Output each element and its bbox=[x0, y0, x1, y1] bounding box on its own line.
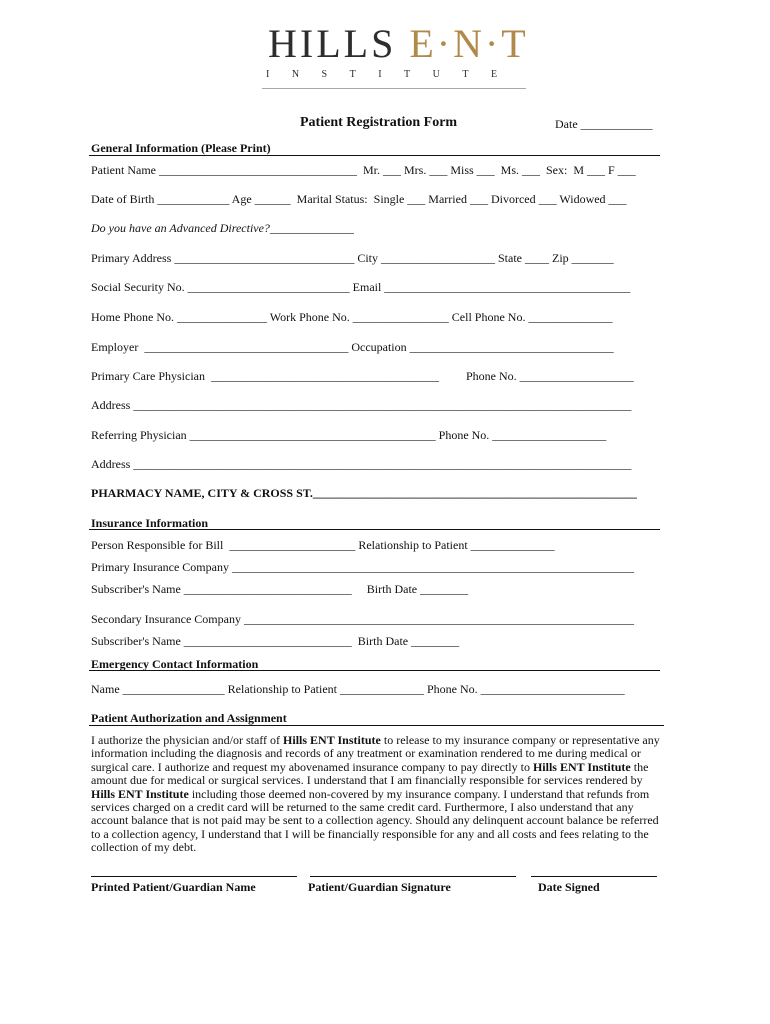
secondary-subscriber-line[interactable]: Subscriber's Name ____________________________ Birth Date ________ bbox=[91, 634, 460, 648]
date-signed-label: Date Signed bbox=[538, 880, 600, 894]
logo-word-ent: E·N·T bbox=[409, 21, 529, 66]
auth-text: the amount due for medical or surgical services. I understand that I am financially responsible for services rendered by bbox=[91, 759, 649, 788]
section-divider bbox=[89, 155, 660, 156]
primary-insurance-line[interactable]: Primary Insurance Company ___________________________________________________________________ bbox=[91, 560, 634, 574]
person-responsible-line[interactable]: Person Responsible for Bill _____________________ Relationship to Patient ______________ bbox=[91, 538, 555, 552]
section-heading-general: General Information (Please Print) bbox=[91, 141, 271, 155]
signature-label: Patient/Guardian Signature bbox=[308, 880, 451, 894]
section-heading-emergency: Emergency Contact Information bbox=[91, 657, 259, 671]
institute-name: Hills ENT Institute bbox=[283, 733, 381, 747]
advanced-directive-line[interactable]: Do you have an Advanced Directive?______________ bbox=[91, 221, 354, 235]
referring-physician-line[interactable]: Referring Physician _________________________________________ Phone No. ___________________ bbox=[91, 428, 607, 442]
employer-occupation-line[interactable]: Employer __________________________________ Occupation __________________________________ bbox=[91, 340, 614, 354]
dob-marital-line[interactable]: Date of Birth ____________ Age ______ Marital Status: Single ___ Married ___ Divorced ___ Widowed ___ bbox=[91, 192, 627, 206]
section-divider bbox=[89, 725, 664, 726]
patient-signature-line[interactable] bbox=[310, 876, 516, 877]
date-signed-line[interactable] bbox=[531, 876, 657, 877]
primary-address-line[interactable]: Primary Address ______________________________ City ___________________ State ____ Zip _______ bbox=[91, 251, 614, 265]
section-heading-insurance: Insurance Information bbox=[91, 516, 209, 530]
auth-text: I authorize the physician and/or staff of bbox=[91, 733, 284, 747]
printed-name-signature-line[interactable] bbox=[91, 876, 297, 877]
logo-subtitle: INSTITUTE bbox=[266, 69, 520, 80]
date-field[interactable]: Date ____________ bbox=[555, 117, 653, 131]
primary-subscriber-line[interactable]: Subscriber's Name ____________________________ Birth Date ________ bbox=[91, 582, 469, 596]
logo-word-hills: HILLS bbox=[268, 21, 397, 66]
phone-numbers-line[interactable]: Home Phone No. _______________ Work Phone No. ________________ Cell Phone No. ______________ bbox=[91, 310, 613, 324]
logo-divider bbox=[262, 88, 526, 89]
section-divider bbox=[89, 670, 660, 671]
institute-logo bbox=[262, 21, 529, 92]
patient-name-line[interactable]: Patient Name _________________________________ Mr. ___ Mrs. ___ Miss ___ Ms. ___ Sex: M ___ F ___ bbox=[91, 163, 636, 177]
ssn-email-line[interactable]: Social Security No. ___________________________ Email _________________________________________ bbox=[91, 280, 631, 294]
form-title: Patient Registration Form bbox=[300, 115, 458, 130]
primary-care-physician-line[interactable]: Primary Care Physician ______________________________________ Phone No. ___________________ bbox=[91, 369, 634, 383]
auth-text: to release to my insurance company or representative any information including the diagnosis and records of any treatment or examination rendered to me during medical or surgical care. I authorize and request my abovenamed insurance company to pay directly to bbox=[91, 733, 660, 774]
pharmacy-line[interactable]: PHARMACY NAME, CITY & CROSS ST.______________________________________________________ bbox=[91, 486, 637, 500]
authorization-paragraph bbox=[91, 734, 666, 855]
secondary-insurance-line[interactable]: Secondary Insurance Company _________________________________________________________________ bbox=[91, 612, 634, 626]
referring-address-line[interactable]: Address ___________________________________________________________________________________ bbox=[91, 457, 632, 471]
printed-name-label: Printed Patient/Guardian Name bbox=[91, 880, 256, 894]
section-divider bbox=[89, 529, 660, 530]
logo-wordmark bbox=[268, 22, 529, 66]
institute-name: Hills ENT Institute bbox=[91, 786, 189, 801]
auth-text: including those deemed non-covered by my insurance company. I understand that refunds from services charged on a credit card will be returned to the same credit card. Furthermore, I also understand that any account balance that is not paid may be sent to a collection agency. Should any delinquent account balance be referred to a collection agency, I understand that I will be financially responsible for any and all costs and fees relating to the collection of my debt. bbox=[91, 786, 659, 855]
physician-address-line[interactable]: Address ___________________________________________________________________________________ bbox=[91, 398, 632, 412]
institute-name: Hills ENT Institute bbox=[532, 759, 631, 774]
emergency-contact-line[interactable]: Name _________________ Relationship to Patient ______________ Phone No. ________________________ bbox=[91, 682, 625, 696]
section-heading-authorization: Patient Authorization and Assignment bbox=[91, 711, 287, 725]
